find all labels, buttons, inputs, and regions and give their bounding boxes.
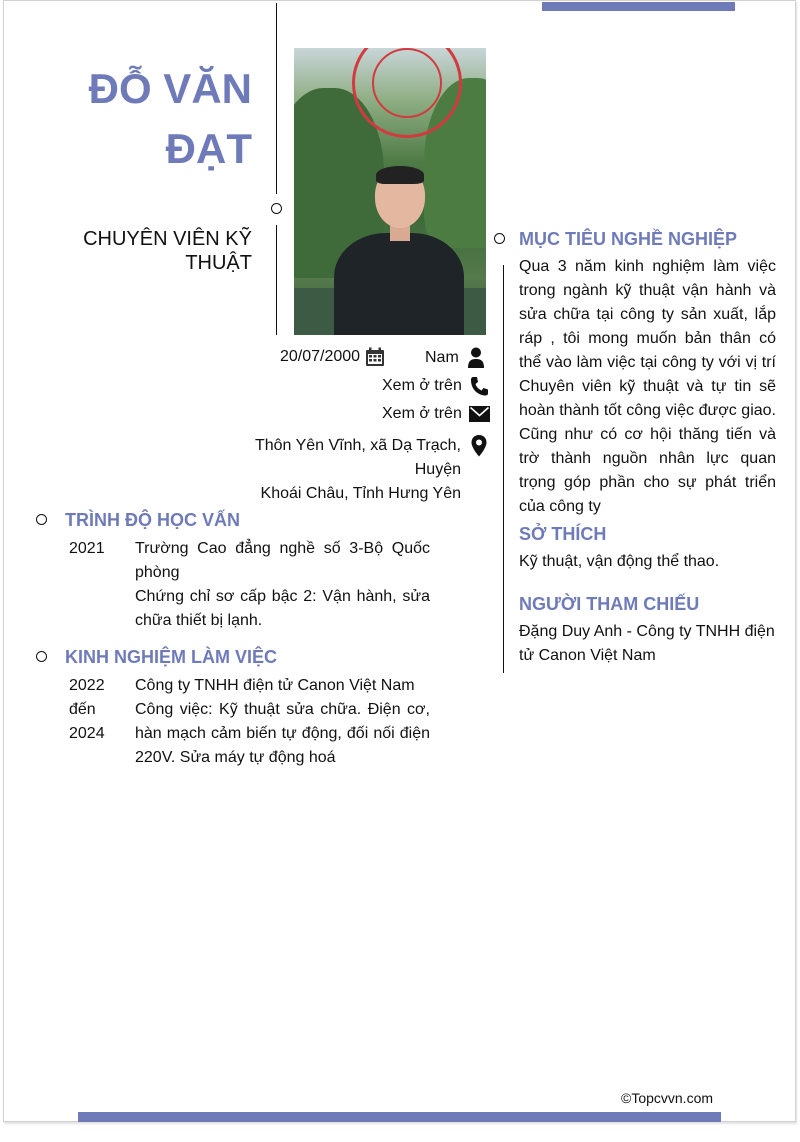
cv-page (3, 0, 796, 1122)
experience-company: Công ty TNHH điện tử Canon Việt Nam (135, 677, 415, 694)
copyright-text: ©Topcvvn.com (621, 1090, 714, 1106)
candidate-name (0, 59, 252, 179)
objective-node-icon (494, 233, 505, 244)
map-pin-icon (471, 435, 487, 457)
address-line-1: Thôn Yên Vĩnh, xã Dạ Trạch, Huyện (254, 437, 461, 478)
gender-value: Nam (425, 349, 459, 366)
bottom-accent-bar (78, 1112, 721, 1122)
top-accent-bar (542, 2, 735, 11)
education-detail: Chứng chỉ sơ cấp bậc 2: Vận hành, sửa chữa thiết bị lạnh. (135, 588, 430, 629)
references-text: Đặng Duy Anh - Công ty TNHH điện tử Canon Việt Nam (519, 623, 775, 664)
experience-title: KINH NGHIỆM LÀM VIỆC (65, 647, 278, 667)
timeline-node-icon (271, 203, 282, 214)
experience-description (135, 674, 430, 770)
education-item (69, 537, 430, 633)
objective-title: MỤC TIÊU NGHỀ NGHIỆP (519, 229, 738, 249)
timeline-line-top (276, 3, 277, 194)
address-row (212, 434, 487, 506)
address-line-2: Khoái Châu, Tỉnh Hưng Yên (260, 485, 461, 502)
envelope-icon (469, 406, 490, 422)
experience-year: 2022 đến 2024 (69, 677, 105, 742)
timeline-line-right (503, 265, 504, 673)
experience-node-icon (36, 651, 47, 662)
experience-detail: Công việc: Kỹ thuật sửa chữa. Điện cơ, hàn mạch cảm biến tự động, đối nối điện 220V. Sửa máy tự động hoá (135, 701, 430, 766)
timeline-line-bottom (276, 225, 277, 335)
objective-text: Qua 3 năm kinh nghiệm làm việc trong ngành kỹ thuật vận hành và sửa chữa tại công ty sản xuất, lắp ráp , tôi mong muốn bản thân có thể vào làm việc tại công ty với vị trí Chuyên viên kỹ thuật và tự tin sẽ hoàn thành tốt công việc được giao. Cũng như có cơ hội thăng tiến và trờ thành nguồn nhân lực quan trọng góp phần cho sự phát triển của công ty (519, 258, 776, 515)
birthdate-value: 20/07/2000 (280, 348, 361, 365)
calendar-icon (365, 347, 385, 367)
phone-row (382, 376, 488, 396)
education-title: TRÌNH ĐỘ HỌC VẤN (65, 510, 240, 530)
profile-photo (294, 48, 486, 335)
gender-row (425, 347, 485, 369)
phone-icon (470, 376, 488, 396)
hobbies-title: SỞ THÍCH (519, 524, 607, 544)
name-line-1: ĐỖ VĂN (88, 65, 252, 112)
job-title: CHUYÊN VIÊN KỸ THUẬT (83, 228, 252, 274)
education-year: 2021 (69, 540, 105, 557)
person-icon (467, 347, 485, 369)
experience-item (69, 674, 430, 770)
hobbies-text: Kỹ thuật, vận động thể thao. (519, 553, 720, 570)
birthdate-row (280, 347, 385, 367)
education-school: Trường Cao đẳng nghề số 3-Bộ Quốc phòng (135, 540, 430, 581)
email-value: Xem ở trên (382, 405, 462, 422)
phone-value: Xem ở trên (382, 377, 462, 394)
email-row (382, 405, 490, 423)
references-title: NGƯỜI THAM CHIẾU (519, 594, 700, 614)
education-description (135, 537, 430, 633)
address-value (212, 434, 461, 506)
name-line-2: ĐẠT (165, 125, 252, 172)
education-node-icon (36, 514, 47, 525)
